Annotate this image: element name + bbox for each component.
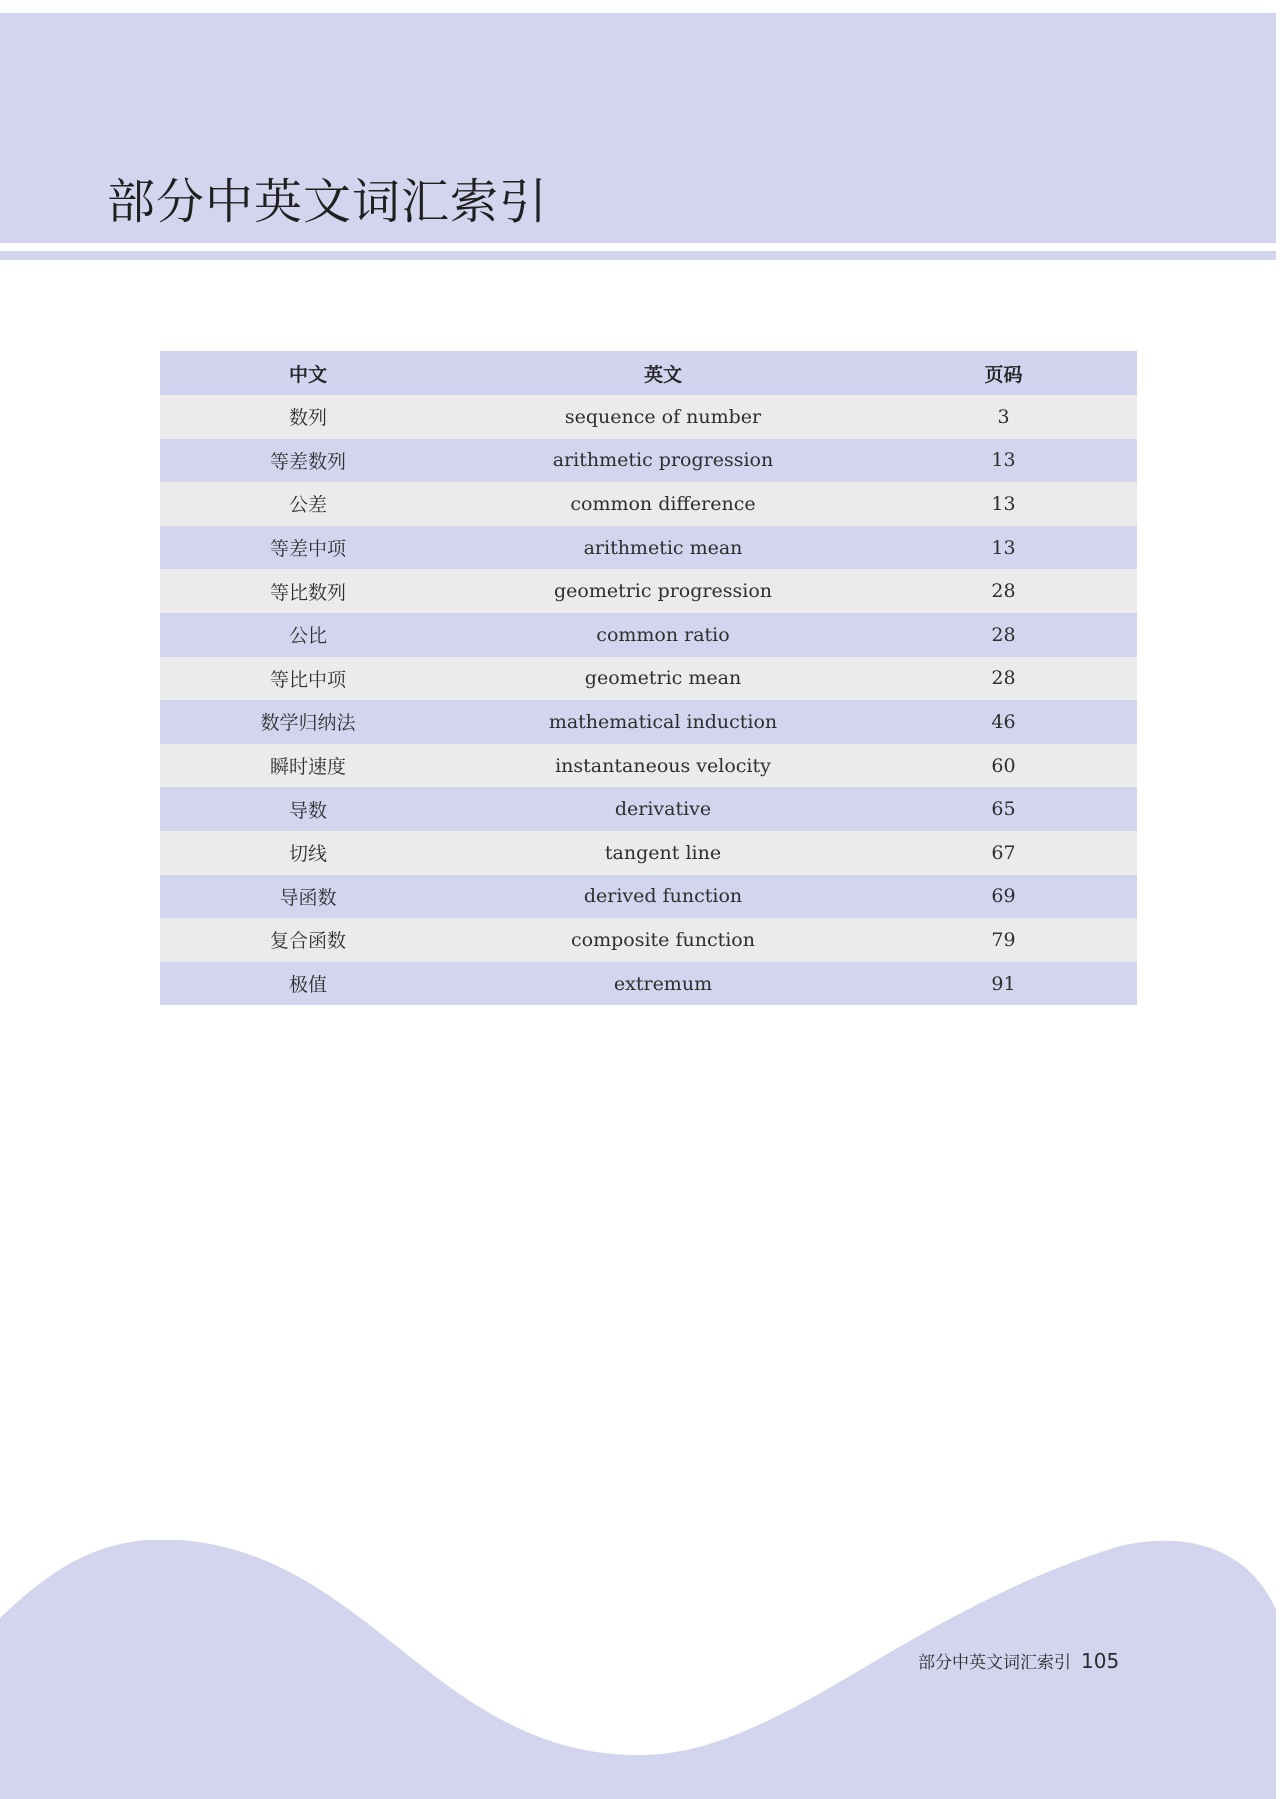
header-rule xyxy=(0,251,1276,260)
cell-page: 13 xyxy=(991,536,1016,559)
table-row xyxy=(160,657,1137,701)
cell-page: 65 xyxy=(991,798,1016,821)
cell-english: extremum xyxy=(613,972,713,995)
cell-english: common ratio xyxy=(596,623,730,646)
cell-chinese: 复合函数 xyxy=(269,930,346,953)
cell-page: 28 xyxy=(991,623,1016,646)
cell-english: mathematical induction xyxy=(548,710,778,733)
header-page: 页码 xyxy=(984,363,1023,386)
cell-page: 28 xyxy=(991,580,1016,603)
cell-chinese: 瞬时速度 xyxy=(269,756,346,779)
header-english: 英文 xyxy=(643,363,682,386)
cell-page: 67 xyxy=(991,841,1016,864)
cell-chinese: 等比数列 xyxy=(269,581,346,604)
cell-chinese: 公比 xyxy=(288,625,327,648)
page-title: 部分中英文词汇索引 xyxy=(107,174,549,230)
header-chinese: 中文 xyxy=(288,363,327,386)
cell-page: 13 xyxy=(991,492,1016,515)
cell-chinese: 公差 xyxy=(288,494,327,517)
table-row xyxy=(160,700,1137,744)
table-row xyxy=(160,787,1137,831)
cell-chinese: 数列 xyxy=(288,407,327,430)
cell-page: 46 xyxy=(991,710,1016,733)
running-title: 部分中英文词汇索引 xyxy=(918,1653,1071,1673)
cell-page: 91 xyxy=(991,972,1016,995)
cell-page: 28 xyxy=(991,667,1016,690)
page-footer xyxy=(918,1648,1119,1673)
table-header-row xyxy=(160,351,1137,395)
cell-chinese: 数学归纳法 xyxy=(260,712,356,735)
table-row xyxy=(160,613,1137,657)
table-row xyxy=(160,482,1137,526)
cell-english: arithmetic mean xyxy=(583,536,743,559)
page-number: 105 xyxy=(1081,1649,1120,1673)
table-row xyxy=(160,962,1137,1006)
cell-page: 13 xyxy=(991,449,1016,472)
cell-page: 60 xyxy=(991,754,1016,777)
table-row xyxy=(160,918,1137,962)
table-row xyxy=(160,744,1137,788)
table-row xyxy=(160,439,1137,483)
cell-chinese: 导函数 xyxy=(279,886,337,909)
cell-page: 3 xyxy=(997,405,1010,428)
cell-english: tangent line xyxy=(604,841,722,864)
cell-chinese: 导数 xyxy=(288,799,327,822)
cell-chinese: 切线 xyxy=(288,843,327,866)
vocabulary-index-table xyxy=(160,351,1137,1005)
cell-english: derivative xyxy=(614,798,712,821)
cell-english: composite function xyxy=(571,928,755,951)
table-row xyxy=(160,395,1137,439)
cell-chinese: 等差数列 xyxy=(269,450,346,473)
cell-english: sequence of number xyxy=(564,405,762,428)
cell-page: 79 xyxy=(991,928,1016,951)
cell-english: common difference xyxy=(570,492,756,515)
table-row xyxy=(160,831,1137,875)
cell-chinese: 极值 xyxy=(288,974,327,997)
table-row xyxy=(160,569,1137,613)
cell-english: derived function xyxy=(583,885,743,908)
cell-chinese: 等比中项 xyxy=(269,668,346,691)
table-row xyxy=(160,526,1137,570)
cell-page: 69 xyxy=(991,885,1016,908)
cell-english: geometric progression xyxy=(553,580,772,603)
cell-chinese: 等差中项 xyxy=(269,538,346,561)
cell-english: instantaneous velocity xyxy=(555,754,771,777)
table-row xyxy=(160,875,1137,919)
cell-english: arithmetic progression xyxy=(552,449,774,472)
cell-english: geometric mean xyxy=(584,667,742,690)
